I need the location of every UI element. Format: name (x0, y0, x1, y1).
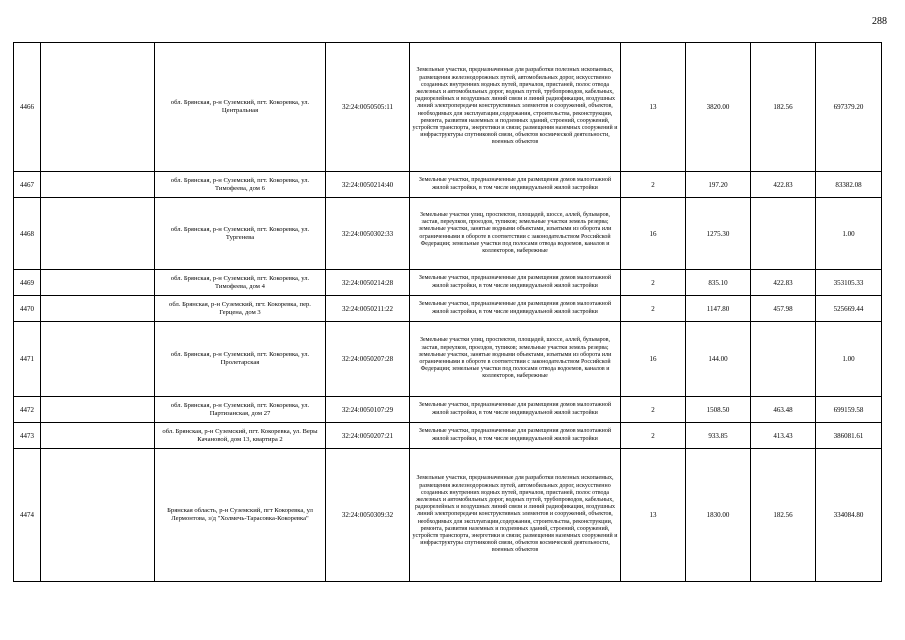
area-cell: 3820.00 (686, 43, 751, 172)
land-use-cell: Земельные участки, предназначенные для размещения домов малоэтажной жилой застройки, в том числе индивидуальной жилой застройки (410, 172, 621, 198)
address-cell: обл. Брянская, р-н Суземский, пгт. Кокоревка, ул. Тимофеева, дом 4 (155, 270, 326, 296)
cadastral-value-cell: 83382.08 (816, 172, 882, 198)
land-use-cell: Земельные участки, предназначенные для разработки полезных ископаемых, размещения железнодорожных путей, автомобильных дорог, искусственно созданных внутренних водных путей, причалов, пристаней, полос отвода железных и автомобильных дорог, водных путей, трубопроводов, кабельных, радиорелейных и воздушных линий связи и линий радиофикации, воздушных линий электропередачи конструктивных элементов и сооружений, объектов, необходимых для эксплуатации,содержания, строительства, реконструкции, ремонта, развития наземных и подземных зданий, строений, сооружений, устройств транспорта, энергетики и связи; размещения наземных сооружений и инфраструктуры спутниковой связи, объектов космической деятельности, военных объектов (410, 43, 621, 172)
specific-value-cell: 463.48 (751, 397, 816, 423)
cadastral-number-cell: 32:24:0050214:40 (326, 172, 410, 198)
address-cell: Брянская область, р-н Суземский, пгт Кокоревка, ул Лермонтова, з/д "Холмечь-Тарасовка-Кокоревка" (155, 449, 326, 582)
cadastral-number-cell: 32:24:0050309:32 (326, 449, 410, 582)
cadastral-value-cell: 334084.80 (816, 449, 882, 582)
area-cell: 1275.30 (686, 198, 751, 270)
row-number: 4466 (14, 43, 41, 172)
land-use-cell: Земельные участки улиц, проспектов, площадей, шоссе, аллей, бульваров, застав, переулков, проездов, тупиков; земельные участки земель резерва; земельные участки, занятые водными объектами, изъятыми из оборота или ограниченными в обороте в соответствии с законодательством Российской Федерации; земельные участки под полосами отвода водоемов, каналов и коллекторов, набережные (410, 322, 621, 397)
use-group-cell: 2 (621, 270, 686, 296)
address-cell: обл. Брянская, р-н Суземский, пгт. Кокоревка, ул. Тимофеева, дом 6 (155, 172, 326, 198)
table-row (14, 322, 882, 397)
use-group-cell: 13 (621, 43, 686, 172)
land-registry-table (13, 42, 882, 582)
cadastral-value-cell: 697379.20 (816, 43, 882, 172)
row-number: 4467 (14, 172, 41, 198)
specific-value-cell: 182.56 (751, 43, 816, 172)
use-group-cell: 2 (621, 397, 686, 423)
specific-value-cell (751, 198, 816, 270)
cadastral-value-cell: 1.00 (816, 198, 882, 270)
specific-value-cell (751, 322, 816, 397)
cadastral-number-cell: 32:24:0050505:11 (326, 43, 410, 172)
area-cell: 1830.00 (686, 449, 751, 582)
use-group-cell: 2 (621, 172, 686, 198)
land-use-cell: Земельные участки, предназначенные для размещения домов малоэтажной жилой застройки, в том числе индивидуальной жилой застройки (410, 397, 621, 423)
empty-cell (41, 423, 155, 449)
cadastral-value-cell: 699159.58 (816, 397, 882, 423)
cadastral-number-cell: 32:24:0050207:28 (326, 322, 410, 397)
cadastral-number-cell: 32:24:0050214:28 (326, 270, 410, 296)
table-row (14, 423, 882, 449)
cadastral-number-cell: 32:24:0050211:22 (326, 296, 410, 322)
use-group-cell: 16 (621, 198, 686, 270)
empty-cell (41, 449, 155, 582)
address-cell: обл. Брянская, р-н Суземский, пгт. Кокоревка, ул. Веры Качановой, дом 13, квартира 2 (155, 423, 326, 449)
empty-cell (41, 172, 155, 198)
page-number: 288 (872, 16, 887, 27)
area-cell: 933.85 (686, 423, 751, 449)
land-use-cell: Земельные участки, предназначенные для размещения домов малоэтажной жилой застройки, в том числе индивидуальной жилой застройки (410, 423, 621, 449)
row-number: 4472 (14, 397, 41, 423)
land-use-cell: Земельные участки, предназначенные для размещения домов малоэтажной жилой застройки, в том числе индивидуальной жилой застройки (410, 296, 621, 322)
cadastral-value-cell: 353105.33 (816, 270, 882, 296)
land-use-cell: Земельные участки, предназначенные для разработки полезных ископаемых, размещения железнодорожных путей, автомобильных дорог, искусственно созданных внутренних водных путей, причалов, пристаней, полос отвода железных и автомобильных дорог, водных путей, трубопроводов, кабельных, радиорелейных и воздушных линий связи и линий радиофикации, воздушных линий электропередачи конструктивных элементов и сооружений, объектов, необходимых для эксплуатации,содержания, строительства, реконструкции, ремонта, развития наземных и подземных зданий, строений, сооружений, устройств транспорта, энергетики и связи; размещения наземных сооружений и инфраструктуры спутниковой связи, объектов космической деятельности, военных объектов (410, 449, 621, 582)
row-number: 4468 (14, 198, 41, 270)
table-row (14, 198, 882, 270)
cadastral-value-cell: 386081.61 (816, 423, 882, 449)
area-cell: 197.20 (686, 172, 751, 198)
table-row (14, 397, 882, 423)
use-group-cell: 2 (621, 423, 686, 449)
cadastral-number-cell: 32:24:0050207:21 (326, 423, 410, 449)
address-cell: обл. Брянская, р-н Суземский, пгт. Кокоревка, ул. Центральная (155, 43, 326, 172)
empty-cell (41, 397, 155, 423)
table-row (14, 449, 882, 582)
use-group-cell: 16 (621, 322, 686, 397)
cadastral-value-cell: 525669.44 (816, 296, 882, 322)
row-number: 4474 (14, 449, 41, 582)
table-row (14, 172, 882, 198)
row-number: 4470 (14, 296, 41, 322)
table-row (14, 43, 882, 172)
specific-value-cell: 413.43 (751, 423, 816, 449)
land-use-cell: Земельные участки, предназначенные для размещения домов малоэтажной жилой застройки, в том числе индивидуальной жилой застройки (410, 270, 621, 296)
use-group-cell: 2 (621, 296, 686, 322)
cadastral-number-cell: 32:24:0050302:33 (326, 198, 410, 270)
empty-cell (41, 43, 155, 172)
cadastral-value-cell: 1.00 (816, 322, 882, 397)
table-row (14, 296, 882, 322)
address-cell: обл. Брянская, р-н Суземский, пгт. Кокоревка, пер. Герцена, дом 3 (155, 296, 326, 322)
empty-cell (41, 296, 155, 322)
address-cell: обл. Брянская, р-н Суземский, пгт. Кокоревка, ул. Партизанская, дом 27 (155, 397, 326, 423)
empty-cell (41, 270, 155, 296)
row-number: 4471 (14, 322, 41, 397)
empty-cell (41, 322, 155, 397)
address-cell: обл. Брянская, р-н Суземский, пгт. Кокоревка, ул. Тургенева (155, 198, 326, 270)
address-cell: обл. Брянская, р-н Суземский, пгт. Кокоревка, ул. Пролетарская (155, 322, 326, 397)
row-number: 4469 (14, 270, 41, 296)
row-number: 4473 (14, 423, 41, 449)
specific-value-cell: 422.83 (751, 270, 816, 296)
specific-value-cell: 182.56 (751, 449, 816, 582)
use-group-cell: 13 (621, 449, 686, 582)
table-row (14, 270, 882, 296)
empty-cell (41, 198, 155, 270)
specific-value-cell: 457.98 (751, 296, 816, 322)
area-cell: 1147.80 (686, 296, 751, 322)
area-cell: 1508.50 (686, 397, 751, 423)
area-cell: 144.00 (686, 322, 751, 397)
land-use-cell: Земельные участки улиц, проспектов, площадей, шоссе, аллей, бульваров, застав, переулков, проездов, тупиков; земельные участки земель резерва; земельные участки, занятые водными объектами, изъятыми из оборота или ограниченными в обороте в соответствии с законодательством Российской Федерации; земельные участки под полосами отвода водоемов, каналов и коллекторов, набережные (410, 198, 621, 270)
area-cell: 835.10 (686, 270, 751, 296)
cadastral-number-cell: 32:24:0050107:29 (326, 397, 410, 423)
specific-value-cell: 422.83 (751, 172, 816, 198)
